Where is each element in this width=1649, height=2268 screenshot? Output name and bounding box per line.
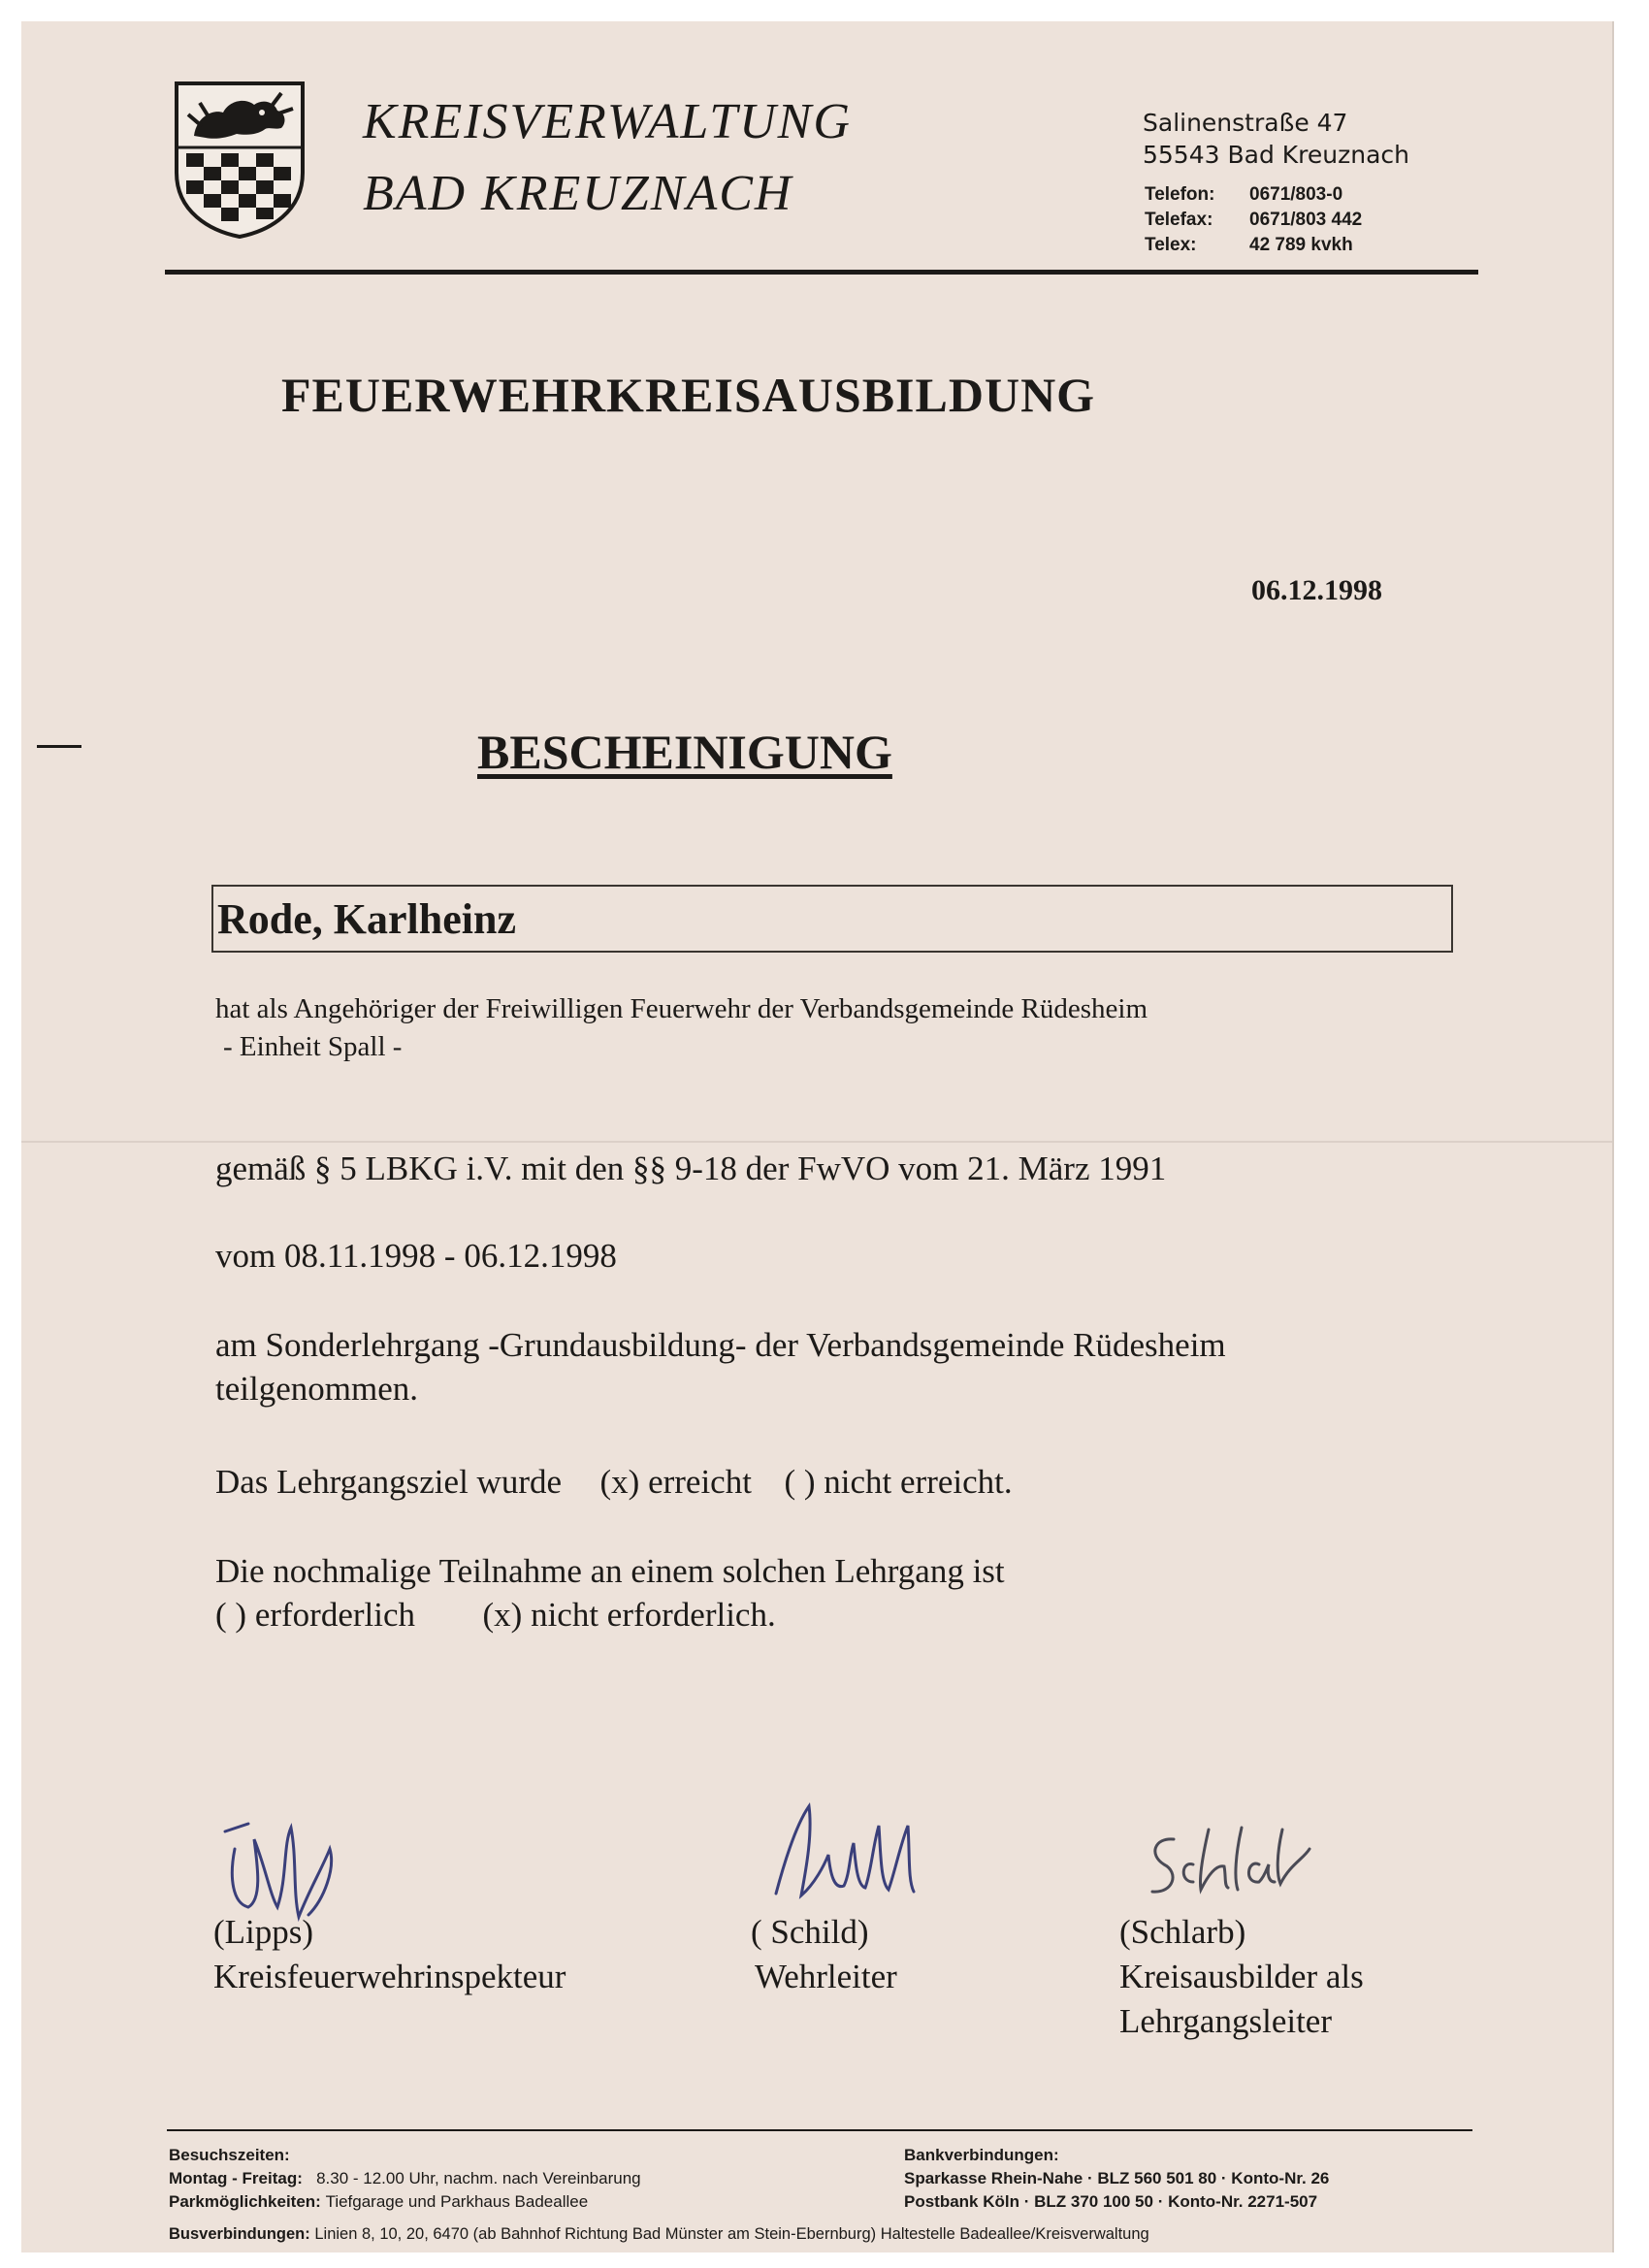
footer-visiting-hours (169, 2169, 641, 2188)
signature-2-name: ( Schild) (751, 1913, 869, 1951)
footer-visiting-heading: Besuchszeiten: (169, 2146, 290, 2164)
footer-bank-1: Sparkasse Rhein-Nahe · BLZ 560 501 80 · Konto-Nr. 26 (904, 2169, 1330, 2187)
certificate-title: BESCHEINIGUNG (477, 725, 892, 779)
recipient-name: Rode, Karlheinz (217, 895, 516, 943)
visiting-value: 8.30 - 12.00 Uhr, nachm. nach Vereinbarung (316, 2169, 641, 2187)
repeat-checkbox-not-required: (x) (482, 1596, 523, 1634)
repeat-not-required-label: nicht erforderlich. (531, 1596, 776, 1634)
telefax-value: 0671/803 442 (1249, 210, 1363, 230)
header-divider (165, 270, 1478, 275)
paper-fold (21, 1141, 1612, 1143)
parking-value: Tiefgarage und Parkhaus Badeallee (325, 2192, 589, 2211)
contact-telex (1145, 235, 1353, 256)
telefon-label: Telefon: (1145, 184, 1215, 205)
telefon-value: 0671/803-0 (1249, 184, 1343, 205)
course-line2: teilgenommen. (215, 1370, 418, 1408)
telex-label: Telex: (1145, 235, 1197, 255)
footer-parking (169, 2192, 588, 2212)
address-city: 55543 Bad Kreuznach (1143, 141, 1409, 169)
parking-label: Parkmöglichkeiten: (169, 2192, 321, 2211)
signature-2-role: Wehrleiter (755, 1958, 897, 1995)
course-line1: am Sonderlehrgang -Grundausbildung- der Verbandsgemeinde Rüdesheim (215, 1326, 1226, 1364)
repeat-required-label: erforderlich (254, 1596, 415, 1634)
document-heading: FEUERWEHRKREISAUSBILDUNG (281, 368, 1096, 422)
footer-bank-2: Postbank Köln · BLZ 370 100 50 · Konto-Nr. 2271-507 (904, 2192, 1318, 2211)
signature-lipps (215, 1810, 361, 1927)
contact-telefon (1145, 184, 1342, 206)
footer-divider (167, 2129, 1472, 2131)
document-date: 06.12.1998 (1251, 574, 1382, 606)
org-name-line2: BAD KREUZNACH (363, 166, 793, 221)
signature-1-role: Kreisfeuerwehrinspekteur (213, 1958, 566, 1995)
goal-line (215, 1463, 1013, 1502)
contact-telefax (1145, 210, 1362, 231)
footer-bank-heading: Bankverbindungen: (904, 2146, 1059, 2164)
repeat-options (215, 1596, 776, 1635)
coat-of-arms-icon (173, 80, 307, 241)
signature-3-role-line2: Lehrgangsleiter (1119, 2002, 1332, 2040)
footer-bus (169, 2225, 1149, 2244)
visiting-label: Montag - Freitag: (169, 2169, 303, 2187)
goal-prefix: Das Lehrgangsziel wurde (215, 1463, 563, 1501)
course-period: vom 08.11.1998 - 06.12.1998 (215, 1237, 617, 1275)
repeat-checkbox-required: ( ) (215, 1596, 247, 1634)
signature-schlarb (1135, 1810, 1319, 1917)
unit-line: - Einheit Spall - (223, 1031, 403, 1062)
signature-1-name: (Lipps) (213, 1913, 314, 1951)
telefax-label: Telefax: (1145, 210, 1213, 230)
goal-checkbox-achieved: (x) (599, 1463, 640, 1501)
goal-checkbox-not-achieved: ( ) (784, 1463, 816, 1501)
goal-achieved-label: erreicht (648, 1463, 752, 1501)
repeat-line: Die nochmalige Teilnahme an einem solchen Lehrgang ist (215, 1552, 1005, 1590)
telex-value: 42 789 kvkh (1249, 235, 1353, 255)
org-name-line1: KREISVERWALTUNG (363, 94, 852, 149)
signature-3-name: (Schlarb) (1119, 1913, 1246, 1951)
legal-basis: gemäß § 5 LBKG i.V. mit den §§ 9-18 der FwVO vom 21. März 1991 (215, 1150, 1167, 1187)
goal-not-achieved-label: nicht erreicht. (824, 1463, 1013, 1501)
signature-schild (757, 1797, 931, 1913)
bus-value: Linien 8, 10, 20, 6470 (ab Bahnhof Richtung Bad Münster am Stein-Ebernburg) Haltestelle Badeallee/Kreisverwaltung (314, 2225, 1149, 2243)
signature-3-role-line1: Kreisausbilder als (1119, 1958, 1364, 1995)
fold-mark (37, 745, 81, 748)
membership-line: hat als Angehöriger der Freiwilligen Feuerwehr der Verbandsgemeinde Rüdesheim (215, 993, 1148, 1024)
bus-label: Busverbindungen: (169, 2225, 310, 2243)
address-street: Salinenstraße 47 (1143, 109, 1348, 137)
